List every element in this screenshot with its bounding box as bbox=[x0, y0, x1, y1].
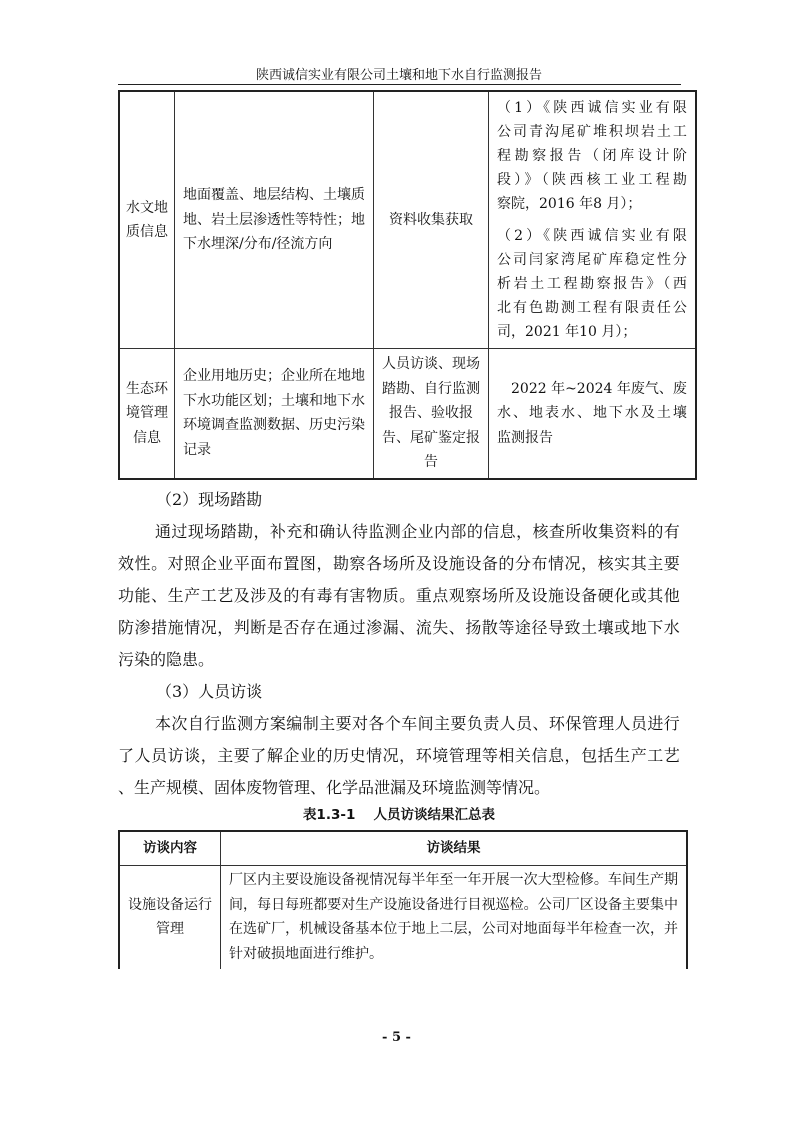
interview-result bbox=[221, 865, 688, 969]
cell-line: 厂区内主要设施设备视情况每半年至一年开展一次大型检修。车间生产期 bbox=[229, 872, 678, 889]
cell-line: 管理 bbox=[156, 921, 184, 938]
cell-line: 下水功能区划；土壤和地下水 bbox=[183, 392, 365, 409]
cell-line: 质信息 bbox=[126, 224, 168, 240]
cell-line: 下水埋深/分布/径流方向 bbox=[183, 236, 333, 253]
cell-line: 司，2021 年10 月）； bbox=[497, 324, 637, 340]
cell-line: 水文地 bbox=[126, 199, 168, 216]
cell-line: 北有色勘测工程有限责任公 bbox=[497, 300, 687, 316]
cell-line: 程勘察报告（闭库设计阶 bbox=[497, 148, 687, 164]
section-interview bbox=[118, 676, 680, 804]
row-method bbox=[374, 349, 489, 479]
page-number: - 5 - bbox=[382, 1030, 411, 1045]
cell-line: （1）《陕西诚信实业有限 bbox=[497, 100, 687, 116]
section-site-survey bbox=[118, 484, 680, 676]
cell-line: 公司青沟尾矿堆积坝岩土工 bbox=[497, 124, 687, 140]
paragraph-line: 通过现场踏勘，补充和确认待监测企业内部的信息，核查所收集资料的有 bbox=[155, 522, 680, 541]
section-heading: （2）现场踏勘 bbox=[156, 490, 263, 509]
paragraph-line: 、生产规模、固体废物管理、化学品泄漏及环境监测等情况。 bbox=[118, 778, 551, 797]
cell-line: 察院，2016 年8 月）； bbox=[497, 196, 642, 212]
cell-line: 环境调查监测数据、历史污染 bbox=[183, 417, 365, 434]
row-category bbox=[119, 91, 175, 349]
row-category bbox=[119, 349, 175, 479]
cell-line: 告、尾矿鉴定报 bbox=[382, 429, 480, 446]
cell-line: 告 bbox=[424, 454, 438, 470]
column-header: 访谈结果 bbox=[221, 831, 688, 865]
cell-line: 踏勘、自行监测 bbox=[382, 380, 480, 397]
row-content bbox=[175, 349, 374, 479]
cell-line: 境管理 bbox=[126, 405, 168, 421]
cell-line: 记录 bbox=[183, 441, 211, 458]
cell-line: 信息 bbox=[133, 429, 161, 446]
paragraph-line: 效性。对照企业平面布置图，勘察各场所及设施设备的分布情况，核实其主要 bbox=[118, 554, 680, 573]
row-method bbox=[374, 91, 489, 349]
section-heading: （3）人员访谈 bbox=[156, 682, 263, 701]
info-source-table bbox=[118, 90, 697, 480]
table-row bbox=[119, 865, 687, 969]
column-header: 访谈内容 bbox=[119, 831, 221, 865]
row-source bbox=[489, 91, 696, 349]
table-row bbox=[119, 91, 696, 349]
table-caption: 表1.3-1 人员访谈结果汇总表 bbox=[302, 807, 496, 823]
table-header-row bbox=[119, 831, 687, 865]
cell-line: 析岩土工程勘察报告》（西 bbox=[497, 276, 687, 292]
paragraph-line: 防渗措施情况，判断是否存在通过渗漏、流失、扬散等途径导致土壤或地下水 bbox=[118, 618, 680, 637]
interview-topic bbox=[119, 865, 221, 969]
cell-line: 地、岩土层渗透性等特性；地 bbox=[183, 211, 365, 228]
cell-line: 间，每日每班都要对生产设施设备进行目视巡检。公司厂区设备主要集中 bbox=[229, 896, 678, 913]
cell-line: 在选矿厂，机械设备基本位于地上二层，公司对地面每半年检查一次，并 bbox=[229, 921, 678, 938]
cell-line: 监测报告 bbox=[497, 429, 553, 446]
cell-line: 段）》（陕西核工业工程勘 bbox=[497, 172, 687, 188]
cell-line: 资料收集获取 bbox=[389, 211, 473, 228]
cell-line: 报告、验收报 bbox=[389, 405, 473, 421]
cell-line: 公司闫家湾尾矿库稳定性分 bbox=[497, 252, 687, 268]
cell-line: 企业用地历史；企业所在地地 bbox=[183, 368, 365, 385]
cell-line: 2022 年~2024 年废气、废 bbox=[511, 380, 687, 397]
page-header-title: 陕西诚信实业有限公司土壤和地下水自行监测报告 bbox=[255, 68, 542, 83]
cell-line: 设施设备运行 bbox=[128, 896, 212, 913]
cell-line: （2）《陕西诚信实业有限 bbox=[497, 228, 687, 244]
cell-line: 地面覆盖、地层结构、土壤质 bbox=[183, 187, 365, 204]
row-source bbox=[489, 349, 696, 479]
cell-line: 生态环 bbox=[126, 380, 168, 397]
header-divider bbox=[118, 84, 681, 85]
cell-line: 针对破损地面进行维护。 bbox=[229, 945, 383, 962]
cell-line: 水、地表水、地下水及土壤 bbox=[497, 405, 687, 421]
paragraph-line: 了人员访谈，主要了解企业的历史情况，环境管理等相关信息，包括生产工艺 bbox=[118, 746, 680, 765]
interview-results-table bbox=[118, 830, 688, 969]
cell-line: 人员访谈、现场 bbox=[382, 356, 480, 372]
row-content bbox=[175, 91, 374, 349]
paragraph-line: 功能、生产工艺及涉及的有毒有害物质。重点观察场所及设施设备硬化或其他 bbox=[118, 586, 680, 605]
table-row bbox=[119, 349, 696, 479]
paragraph-line: 污染的隐患。 bbox=[118, 650, 215, 669]
paragraph-line: 本次自行监测方案编制主要对各个车间主要负责人员、环保管理人员进行 bbox=[155, 714, 680, 733]
